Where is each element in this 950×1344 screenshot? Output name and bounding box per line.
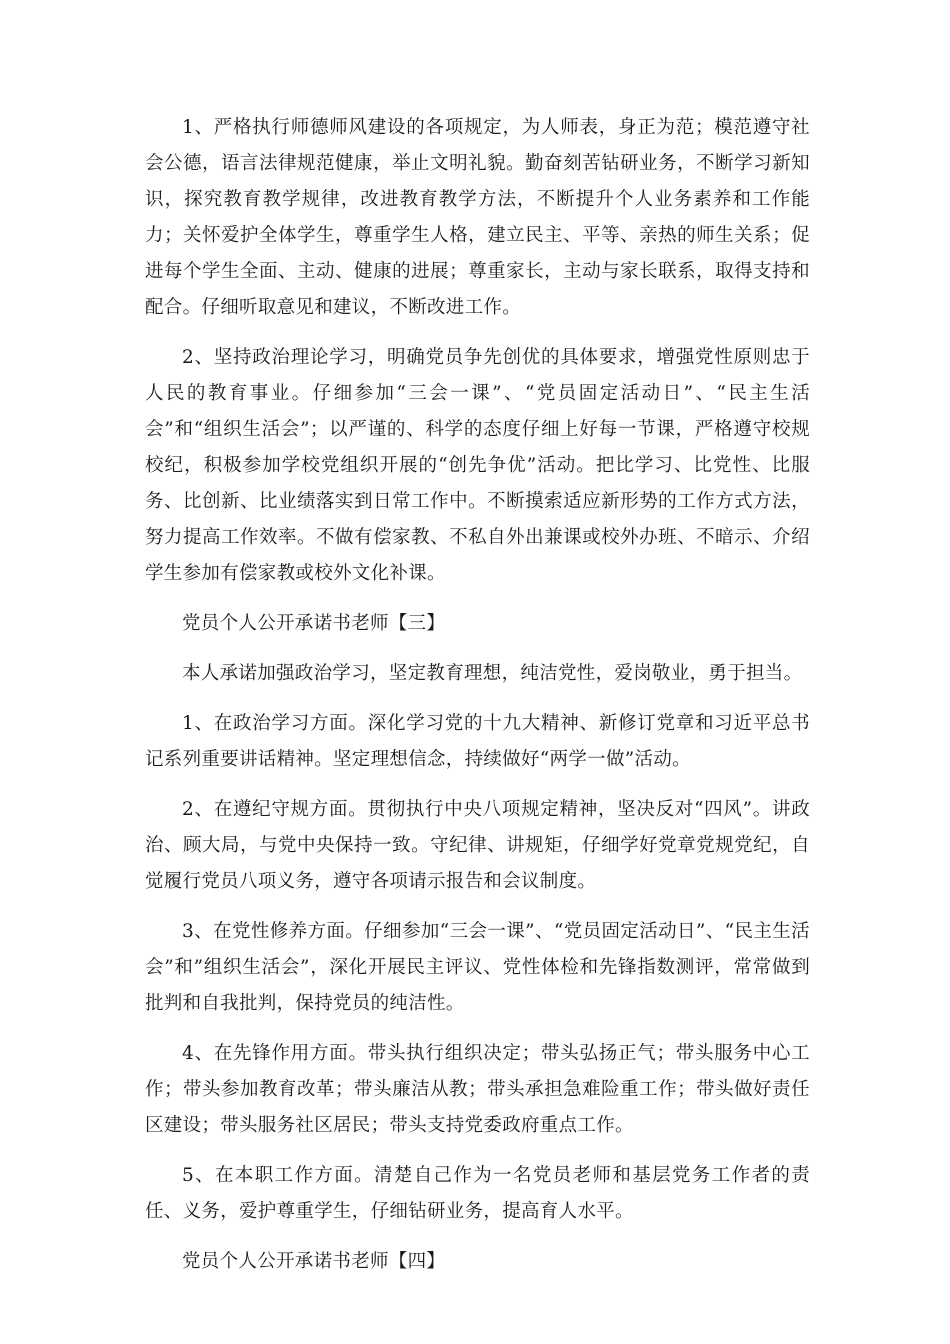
section-heading-3: 党员个人公开承诺书老师【三】 bbox=[182, 613, 446, 634]
section-heading-4: 党员个人公开承诺书老师【四】 bbox=[182, 1251, 446, 1272]
paragraph-2: 2、坚持政治理论学习，明确党员争先创优的具体要求，增强党性原则忠于人民的教育事业。仔细参加“三会一课”、“党员固定活动日”、“民主生活会”和“组织生活会”；以严谨的、科学的态度仔细上好每一节课，严格遵守校规校纪，积极参加学校党组织开展的“创先争优”活动。把比学习、比党性、比服务、比创新、比业绩落实到日常工作中。不断摸索适应新形势的工作方式方法，努力提高工作效率。不做有偿家教、不私自外出兼课或校外办班、不暗示、介绍学生参加有偿家教或校外文化补课。 bbox=[145, 347, 810, 584]
document-page bbox=[145, 110, 810, 1294]
paragraph-vanguard: 4、在先锋作用方面。带头执行组织决定；带头弘扬正气；带头服务中心工作；带头参加教育改革；带头廉洁从教；带头承担急难险重工作；带头做好责任区建设；带头服务社区居民；带头支持党委政府重点工作。 bbox=[145, 1043, 810, 1136]
paragraph-political-study: 1、在政治学习方面。深化学习党的十九大精神、新修订党章和习近平总书记系列重要讲话精神。坚定理想信念，持续做好“两学一做”活动。 bbox=[145, 713, 810, 770]
paragraph-1: 1、严格执行师德师风建设的各项规定，为人师表，身正为范；模范遵守社会公德，语言法律规范健康，举止文明礼貌。勤奋刻苦钻研业务，不断学习新知识，探究教育教学规律，改进教育教学方法，不断提升个人业务素养和工作能力；关怀爱护全体学生，尊重学生人格，建立民主、平等、亲热的师生关系；促进每个学生全面、主动、健康的进展；尊重家长，主动与家长联系，取得支持和配合。仔细听取意见和建议，不断改进工作。 bbox=[145, 117, 810, 318]
paragraph-job-duty: 5、在本职工作方面。清楚自己作为一名党员老师和基层党务工作者的责任、义务，爱护尊重学生，仔细钻研业务，提高育人水平。 bbox=[145, 1165, 810, 1222]
paragraph-intro: 本人承诺加强政治学习，坚定教育理想，纯洁党性，爱岗敬业，勇于担当。 bbox=[182, 663, 803, 684]
paragraph-party-spirit: 3、在党性修养方面。仔细参加“三会一课”、“党员固定活动日”、“民主生活会”和”组织生活会”，深化开展民主评议、党性体检和先锋指数测评，常常做到批判和自我批判，保持党员的纯洁性。 bbox=[145, 921, 810, 1014]
paragraph-discipline: 2、在遵纪守规方面。贯彻执行中央八项规定精神，坚决反对“四风”。讲政治、顾大局，与党中央保持一致。守纪律、讲规矩，仔细学好党章党规党纪，自觉履行党员八项义务，遵守各项请示报告和会议制度。 bbox=[145, 799, 810, 892]
